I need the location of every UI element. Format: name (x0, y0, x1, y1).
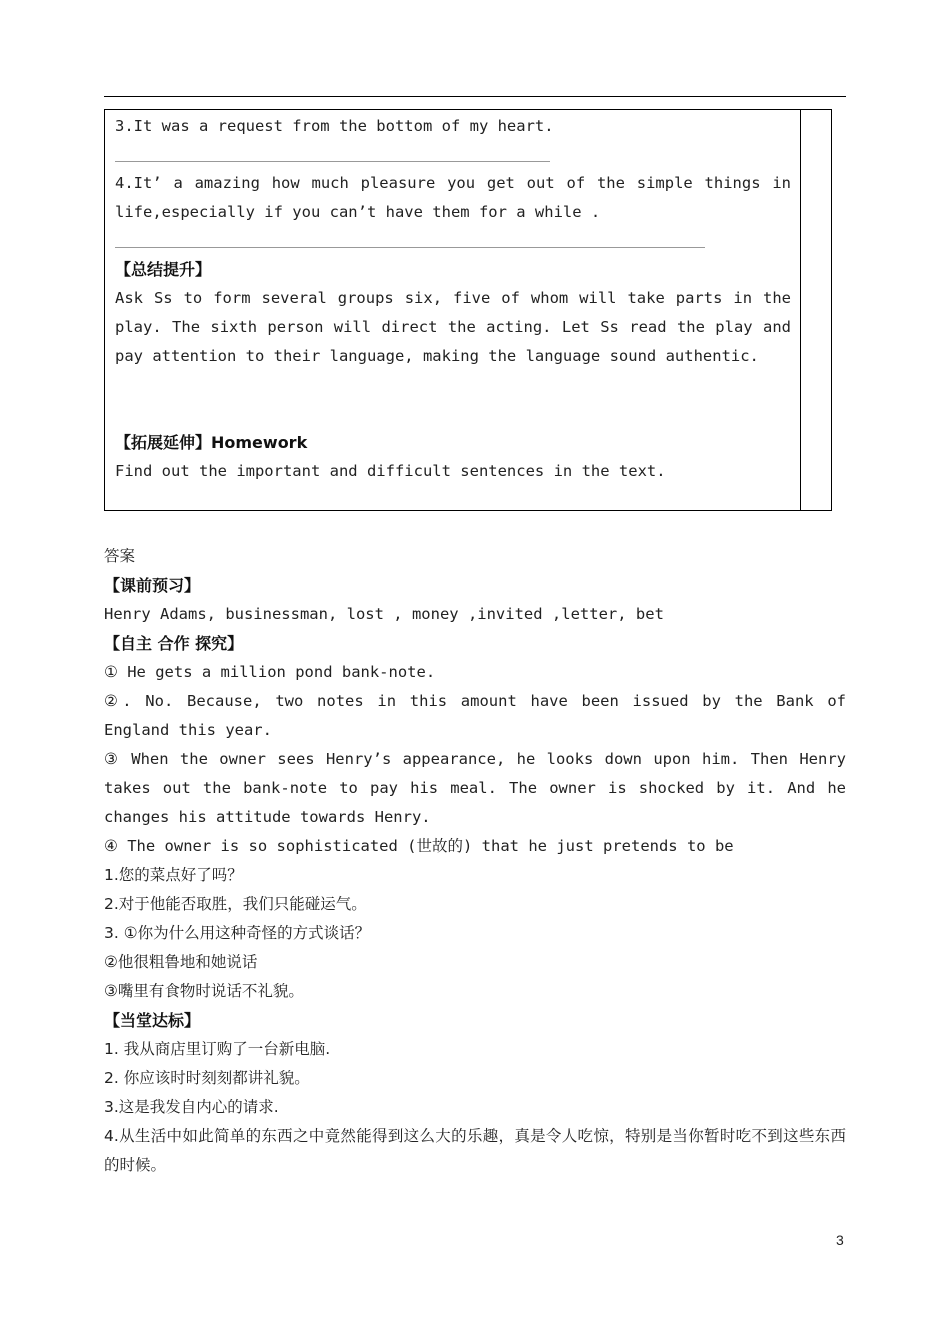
answers-title: 答案 (104, 547, 136, 565)
extension-text: Find out the important and difficult sentences in the text. (115, 462, 666, 480)
standard-item: 2. 你应该时时刻刻都讲礼貌。 (104, 1069, 310, 1087)
translation-item: ②他很粗鲁地和她说话 (104, 953, 258, 971)
explore-item: ②. No. Because, two notes in this amount have been issued by the Bank of England this year. (104, 692, 846, 739)
explore-item: ① He gets a million pond bank-note. (104, 663, 436, 681)
translation-item: ③嘴里有食物时说话不礼貌。 (104, 982, 304, 1000)
standard-item: 4.从生活中如此简单的东西之中竟然能得到这么大的乐趣，真是令人吃惊，特别是当你暂时吃不到这些东西的时候。 (104, 1127, 846, 1174)
extension-heading: 【拓展延伸】Homework (115, 433, 308, 452)
translation-item: 3. ①你为什么用这种奇怪的方式谈话？ (104, 924, 371, 942)
lesson-table (104, 109, 832, 511)
standard-item: 3.这是我发自内心的请求. (104, 1098, 279, 1116)
summary-text: Ask Ss to form several groups six, five of whom will take parts in the play. The sixth person will direct the acting. Let Ss read the play and pay attention to their language, making the language sound authentic. (115, 289, 791, 365)
preview-text: Henry Adams, businessman, lost , money ,invited ,letter, bet (104, 605, 664, 623)
translation-item: 1.您的菜点好了吗？ (104, 866, 243, 884)
header-rule (104, 96, 846, 97)
table-column-divider (800, 110, 801, 510)
exercise-item-4: 4.It’ a amazing how much pleasure you get out of the simple things in life,especially if you can’t have them for a while . (115, 174, 791, 221)
translation-item: 2.对于他能否取胜，我们只能碰运气。 (104, 895, 367, 913)
answer-blank-line (115, 247, 705, 248)
answers-section (104, 542, 846, 1180)
standard-item: 1. 我从商店里订购了一台新电脑. (104, 1040, 331, 1058)
standard-heading: 【当堂达标】 (104, 1011, 201, 1030)
explore-item: ③ When the owner sees Henry’s appearance, he looks down upon him. Then Henry takes out the bank-note to pay his meal. The owner is shocked by it. And he changes his attitude towards Henry. (104, 750, 846, 826)
answer-blank-line (115, 161, 550, 162)
summary-heading: 【总结提升】 (115, 260, 212, 279)
page-number: 3 (836, 1232, 844, 1248)
explore-heading: 【自主 合作 探究】 (104, 634, 244, 653)
exercise-item-3: 3.It was a request from the bottom of my heart. (115, 117, 554, 135)
preview-heading: 【课前预习】 (104, 576, 201, 595)
explore-item: ④ The owner is so sophisticated (世故的) that he just pretends to be (104, 837, 734, 855)
